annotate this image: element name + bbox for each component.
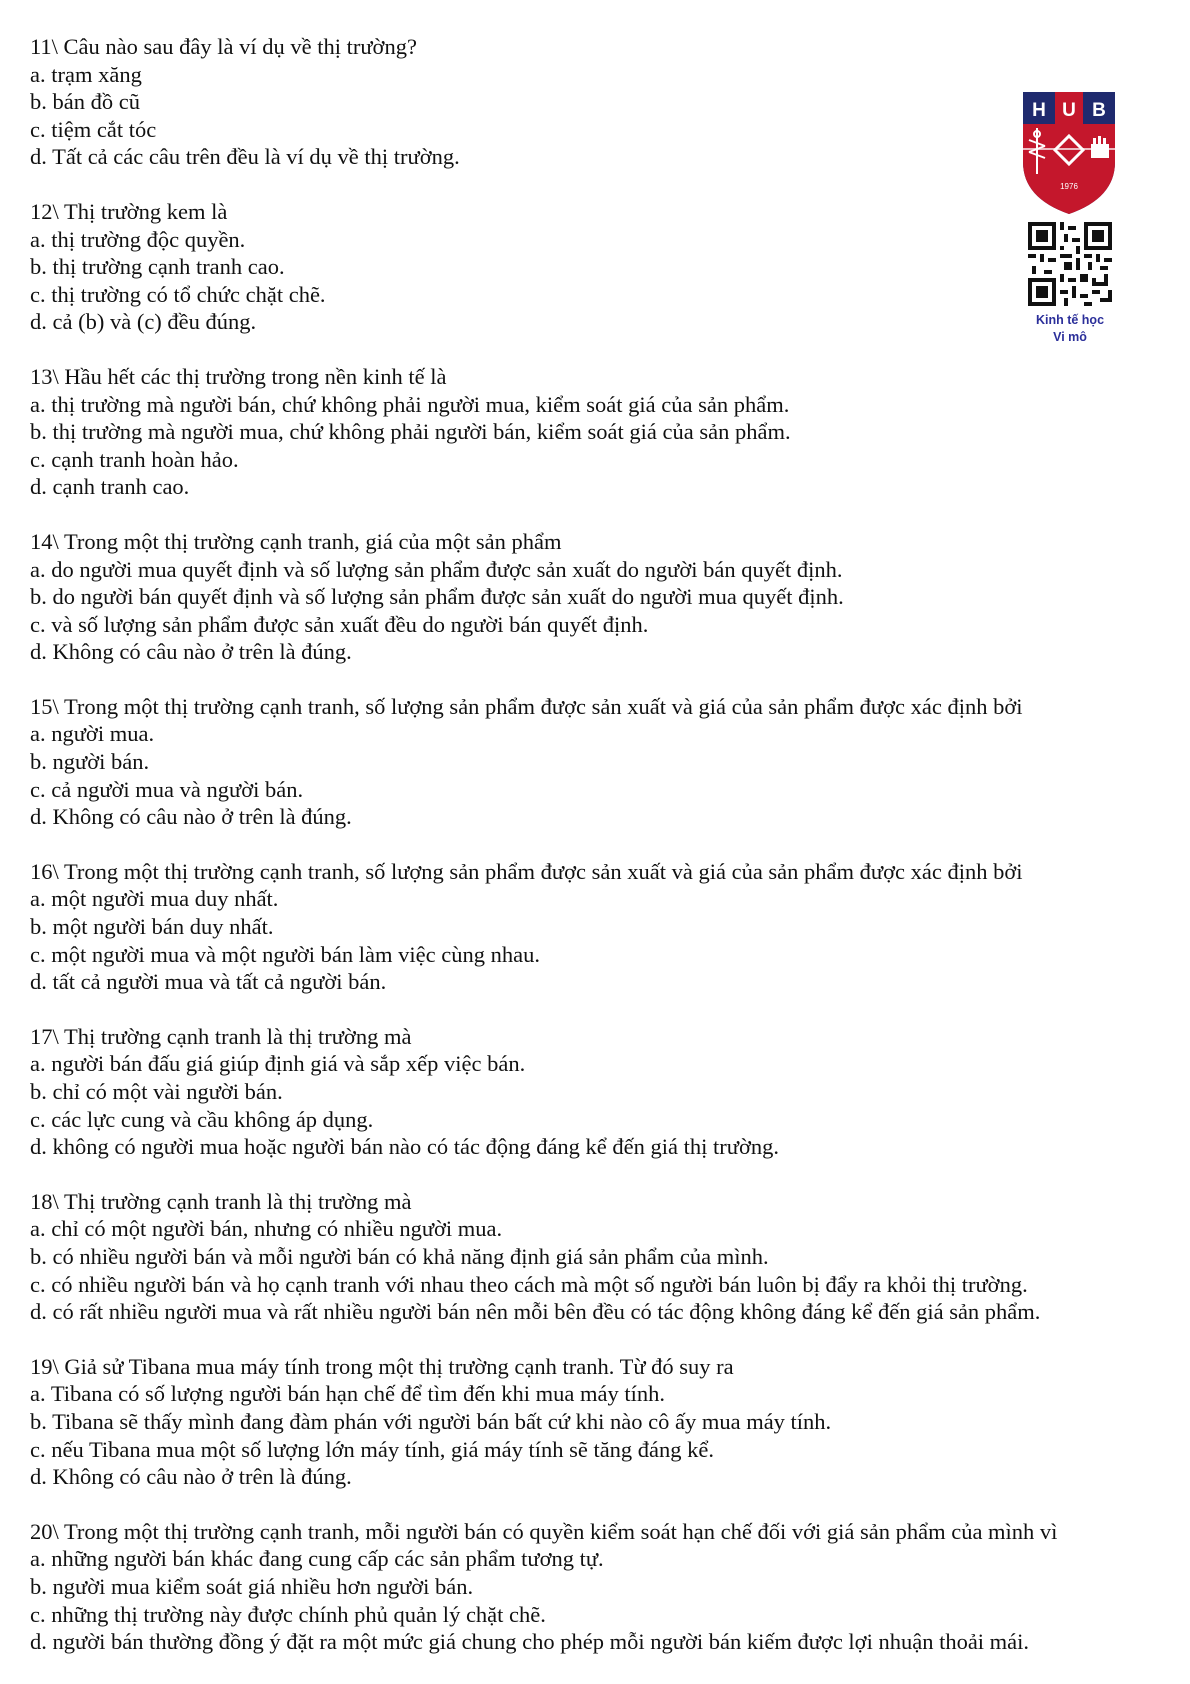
answer-option: a. do người mua quyết định và số lượng sản phẩm được sản xuất do người bán quyết định. bbox=[30, 556, 843, 582]
answer-option: a. chỉ có một người bán, nhưng có nhiều người mua. bbox=[30, 1216, 503, 1242]
answer-option: b. do người bán quyết định và số lượng sản phẩm được sản xuất do người mua quyết định. bbox=[30, 584, 844, 610]
answer-option: c. thị trường có tổ chức chặt chẽ. bbox=[30, 281, 326, 307]
answer-option: d. người bán thường đồng ý đặt ra một mức giá chung cho phép mỗi người bán kiếm được lợi nhuận thoải mái. bbox=[30, 1629, 1030, 1655]
answer-option: d. không có người mua hoặc người bán nào có tác động đáng kể đến giá thị trường. bbox=[30, 1134, 779, 1160]
answer-option: b. người mua kiểm soát giá nhiều hơn người bán. bbox=[30, 1573, 474, 1599]
question-15 bbox=[30, 693, 1170, 831]
logo-year: 1976 bbox=[1060, 182, 1078, 191]
answer-option: c. những thị trường này được chính phủ quản lý chặt chẽ. bbox=[30, 1601, 546, 1627]
logo-letter-u: U bbox=[1062, 100, 1076, 121]
answer-option: a. người mua. bbox=[30, 721, 155, 747]
answer-option: c. một người mua và một người bán làm việc cùng nhau. bbox=[30, 941, 540, 967]
hub-logo-block bbox=[1010, 88, 1130, 358]
question-stem: 12\ Thị trường kem là bbox=[30, 198, 228, 224]
question-stem: 16\ Trong một thị trường cạnh tranh, số lượng sản phẩm được sản xuất và giá của sản phẩm được xác định bởi bbox=[30, 858, 1023, 884]
question-14 bbox=[30, 528, 1170, 666]
logo-caption-subject: Kinh tế học bbox=[1035, 313, 1105, 327]
answer-option: b. chỉ có một vài người bán. bbox=[30, 1079, 283, 1104]
answer-option: c. có nhiều người bán và họ cạnh tranh với nhau theo cách mà một số người bán luôn bị đẩy ra khỏi thị trường. bbox=[30, 1271, 1028, 1297]
logo-letter-h: H bbox=[1032, 100, 1046, 121]
question-20 bbox=[30, 1518, 1170, 1656]
answer-option: a. một người mua duy nhất. bbox=[30, 886, 279, 912]
answer-option: b. Tibana sẽ thấy mình đang đàm phán với người bán bất cứ khi nào cô ấy mua máy tính. bbox=[30, 1408, 832, 1434]
question-stem: 11\ Câu nào sau đây là ví dụ về thị trường? bbox=[30, 34, 417, 59]
question-13 bbox=[30, 363, 1170, 501]
answer-option: c. các lực cung và cầu không áp dụng. bbox=[30, 1106, 374, 1132]
answer-option: b. một người bán duy nhất. bbox=[30, 914, 274, 940]
answer-option: c. và số lượng sản phẩm được sản xuất đều do người bán quyết định. bbox=[30, 611, 649, 637]
answer-option: d. cả (b) và (c) đều đúng. bbox=[30, 309, 257, 335]
question-stem: 15\ Trong một thị trường cạnh tranh, số lượng sản phẩm được sản xuất và giá của sản phẩm được xác định bởi bbox=[30, 693, 1023, 719]
answer-option: d. có rất nhiều người mua và rất nhiều người bán nên mỗi bên đều có tác động không đáng kể đến giá sản phẩm. bbox=[30, 1299, 1041, 1325]
logo-caption-subtitle: Vi mô bbox=[1053, 330, 1087, 344]
answer-option: b. bán đồ cũ bbox=[30, 89, 140, 115]
answer-option: b. có nhiều người bán và mỗi người bán có khả năng định giá sản phẩm của mình. bbox=[30, 1243, 769, 1269]
answer-option: a. những người bán khác đang cung cấp các sản phẩm tương tự. bbox=[30, 1546, 604, 1572]
answer-option: d. cạnh tranh cao. bbox=[30, 474, 190, 500]
answer-option: d. tất cả người mua và tất cả người bán. bbox=[30, 969, 387, 995]
question-stem: 14\ Trong một thị trường cạnh tranh, giá của một sản phẩm bbox=[30, 528, 562, 554]
answer-option: d. Tất cả các câu trên đều là ví dụ về thị trường. bbox=[30, 144, 460, 170]
hub-shield-logo bbox=[1019, 88, 1119, 216]
answer-option: a. thị trường mà người bán, chứ không phải người mua, kiểm soát giá của sản phẩm. bbox=[30, 391, 790, 417]
logo-letter-b: B bbox=[1092, 100, 1106, 121]
question-stem: 18\ Thị trường cạnh tranh là thị trường mà bbox=[30, 1188, 412, 1214]
answer-option: d. Không có câu nào ở trên là đúng. bbox=[30, 1464, 352, 1490]
question-19 bbox=[30, 1353, 1170, 1491]
question-list bbox=[30, 33, 1170, 1683]
question-11 bbox=[30, 33, 1170, 171]
question-16 bbox=[30, 858, 1170, 996]
answer-option: a. thị trường độc quyền. bbox=[30, 226, 246, 252]
qr-code-icon bbox=[1028, 222, 1112, 306]
answer-option: d. Không có câu nào ở trên là đúng. bbox=[30, 804, 352, 830]
answer-option: c. cả người mua và người bán. bbox=[30, 776, 304, 802]
answer-option: b. thị trường mà người mua, chứ không phải người bán, kiểm soát giá của sản phẩm. bbox=[30, 419, 791, 445]
question-stem: 20\ Trong một thị trường cạnh tranh, mỗi người bán có quyền kiểm soát hạn chế đối với giá sản phẩm của mình vì bbox=[30, 1518, 1058, 1544]
question-stem: 17\ Thị trường cạnh tranh là thị trường mà bbox=[30, 1023, 412, 1049]
answer-option: c. tiệm cắt tóc bbox=[30, 116, 157, 142]
question-17 bbox=[30, 1023, 1170, 1161]
answer-option: a. Tibana có số lượng người bán hạn chế để tìm đến khi mua máy tính. bbox=[30, 1381, 665, 1407]
question-stem: 13\ Hầu hết các thị trường trong nền kinh tế là bbox=[30, 363, 447, 389]
answer-option: a. trạm xăng bbox=[30, 61, 142, 87]
answer-option: a. người bán đấu giá giúp định giá và sắp xếp việc bán. bbox=[30, 1051, 526, 1077]
answer-option: b. thị trường cạnh tranh cao. bbox=[30, 254, 285, 280]
answer-option: d. Không có câu nào ở trên là đúng. bbox=[30, 639, 352, 665]
answer-option: b. người bán. bbox=[30, 749, 150, 775]
answer-option: c. cạnh tranh hoàn hảo. bbox=[30, 446, 239, 472]
question-12 bbox=[30, 198, 1170, 336]
question-stem: 19\ Giả sử Tibana mua máy tính trong một thị trường cạnh tranh. Từ đó suy ra bbox=[30, 1353, 734, 1379]
question-18 bbox=[30, 1188, 1170, 1326]
answer-option: c. nếu Tibana mua một số lượng lớn máy tính, giá máy tính sẽ tăng đáng kể. bbox=[30, 1436, 715, 1462]
